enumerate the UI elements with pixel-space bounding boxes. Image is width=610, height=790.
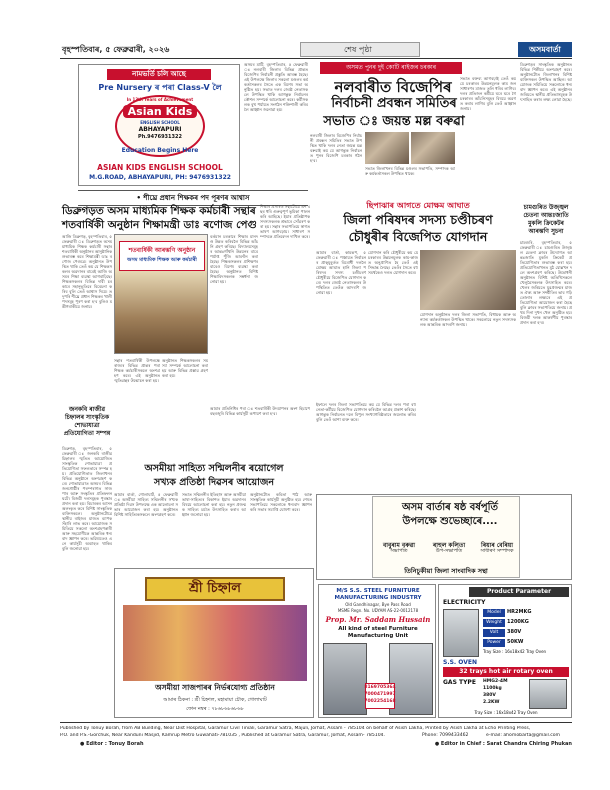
school-ad-arc-top: In 13th Years of Achievement	[126, 97, 194, 102]
greeting-p1-role: সভাপতি	[390, 548, 408, 554]
product-gas-weight: 1100kg	[483, 686, 502, 691]
product-title: Product Parameter	[469, 587, 569, 597]
product-volt-label: Volt	[483, 629, 505, 637]
product-weight-val: 1200KG	[507, 619, 529, 625]
footer-editor: ● Editor : Tonuy Borah	[80, 741, 144, 747]
product-oven-1	[443, 609, 479, 657]
main-story-col-5: শিক্ষাৰ প্ৰসাৰত সন্থাটোৱে এশ বছৰ ধৰি গুৰুত্বপূৰ্ণ ভূমিকা পালন কৰি আহিছে। ইয়াৰ প্ৰতিষ্ঠাপক সদস্যসকলক শ্ৰদ্ধাৰে সোঁৱৰণ কৰা হয়। সন্থাৰ সভাপতিয়ে স্বাগত ভাষণ আগবঢ়ায়। সাধাৰণ সম্পাদকে প্ৰতিবেদন দাখিল কৰে।	[260, 204, 310, 239]
main-story-col-2: সন্থাৰ শতবাৰ্ষিকী উপলক্ষে ৰাজ্যৰ বিভিন্ন প্ৰান্তৰ পৰা শিক্ষক কৰ্মচাৰীসকলে অংশগ্ৰহণ কৰে। এই অনুষ্ঠানত স্মৃতিগ্ৰন্থৰ উন্মোচন কৰা হয়।	[114, 358, 160, 383]
zila-col-3: যোগদান অনুষ্ঠানত দলৰ জিলা সভাপতি, বিধায়ক আৰু অন্যান্য কৰ্মকৰ্তাসকল উপস্থিত থাকে। সকলোৱে নতুন সদস্যসকলক আন্তৰিক আদৰণি জনায়।	[420, 312, 516, 327]
header-page-label: শেষ পৃষ্ঠা	[344, 45, 372, 54]
side-head: জনকবি ৰ‌াজীৱ চিহ্নালৰ সাংস্কৃতিক শোভাযাত্ৰা প্ৰতিযোগিতা সম্পন্ন	[63, 406, 111, 437]
product-banner: 32 trays hot air rotary oven	[443, 667, 569, 677]
header-date: বৃহস্পতিবাৰ, ৫ ফেব্ৰুৱাৰী, ২০২৬	[62, 45, 170, 54]
school-ad-address: M.G.ROAD, ABHAYAPURI, PH: 9476931322	[89, 174, 231, 181]
top-story-photo-2	[411, 132, 455, 164]
greeting-p1-name: বাবুৰাম বৰুৱা	[382, 542, 416, 549]
small-head: • শীঘ্ৰে প্ৰধান শিক্ষকৰ পদ পূৰণৰ আশ্বাস	[78, 190, 308, 206]
school-ad-classes: Pre Nursery ৰ পৰা Class-V লৈ	[98, 83, 222, 92]
furniture-address: Old Gandhinagar, Bye Pass Road	[345, 602, 411, 607]
main-story-photo	[114, 234, 208, 354]
greeting-p3-role: সাধাৰণ সম্পাদক	[480, 548, 514, 554]
sahitya-col-2: সভাত সন্মিলনীৰ ইতিহাস আৰু অসমীয়া ভাষা-সাহিত্যৰ বিকাশত ইয়াৰ অৱদানৰ বিষয়ে আলোচনা কৰা হয়। নতুন প্ৰজন্মক সাহিত্য চৰ্চাত উৎসাহিত কৰাৰ আহ্বান জনোৱা হয়।	[182, 492, 246, 517]
school-place: ABHAYAPURI	[138, 126, 182, 133]
top-story-title-1: নলবাৰীত বিজেপিৰ	[334, 78, 452, 96]
zila-kicker: ছিপাঝাৰ আগতে মোক্ষম আঘাত	[366, 201, 470, 210]
col-text-a: অসমৰ মাটি, বৃহস্পতিবাৰ, ৫ ফেব্ৰুৱাৰী ঃ নলবাৰী জিলাৰ বিভিন্ন প্ৰান্তত বিজেপিৰ নিৰ্বাচনী প্ৰস্তুতি আৰম্ভ হৈছে। এই উপলক্ষে জিলাৰ সকলো মণ্ডলৰ কৰ্মকৰ্তাসকলৰ সৈতে এক বিশেষ সভা অনুষ্ঠিত হয়। সভাত দলৰ জ্যেষ্ঠ নেতাসকলে উপস্থিত থাকি আগন্তুক নিৰ্বাচনৰ কৌশল সম্পৰ্কে আলোচনা কৰে। কৰ্মীসকলক বুথ পৰ্যায়ত সংগঠন শক্তিশালী কৰিবলৈ আহ্বান জনোৱা হয়।	[244, 62, 308, 112]
school-ad-arc-bottom: Education Begins Here	[121, 147, 199, 154]
product-volt-val: 380V	[507, 629, 522, 635]
greeting-p3-name: ৰিয়াৰ বেৰিয়া	[481, 542, 513, 549]
product-model-label: Model	[483, 609, 505, 617]
sahitya-col-1: আমাৰ বাৰ্তা, গোলাঘাট, ৫ ফেব্ৰুৱাৰী ঃ অসমীয়া সাহিত্য সন্মিলনীৰ সখ্যক প্ৰতিষ্ঠা দিৱস উপলক্ষে এক আলোচনা সভাৰ আয়োজন কৰা হয়। অনুষ্ঠানত বিশিষ্ট সাহিত্যিকসকলে অংশগ্ৰহণ কৰে।	[114, 492, 178, 517]
greeting-title-1: অসম বাৰ্তাৰ ষষ্ঠ বৰ্ষপূৰ্তি	[401, 502, 499, 513]
main-story-title-2: শতবাৰ্ষিকী অনুষ্ঠান শিক্ষামন্ত্ৰী ডাঃ ৰণোজ পেগু	[62, 219, 257, 231]
banner-text-2: অসম মাধ্যমিক শিক্ষক আৰু কৰ্মচাৰী	[127, 257, 197, 263]
product-gas: GAS TYPE	[443, 679, 476, 686]
furniture-prop: Prop. Mr. Saddam Hussain	[325, 615, 431, 624]
furniture-company-2: MANUFACTURING INDUSTRY	[334, 595, 422, 601]
top-story-body-3: সভাত বক্তব্য আগবঢ়াই তেওঁ কয় যে চৰকাৰৰ উন্নয়নমূলক কাম জনসাধাৰণৰ মাজত তুলি ধৰিব লাগিব। দলৰ প্ৰতিজন কৰ্মীয়ে ঘৰে ঘৰে গৈ চৰকাৰৰ আঁচনিসমূহৰ বিষয়ে অৱগত কৰাব লাগিব বুলি তেওঁ আহ্বান জনায়।	[460, 76, 516, 111]
zila-title-2: চৌধুৰীৰ বিজেপিত যোগদান	[348, 229, 488, 244]
right-col-text-a: ডিব্ৰুগড়ৰ সাংস্কৃতিক অনুষ্ঠানত বিভিন্ন শিল্পীয়ে অংশগ্ৰহণ কৰে। অনুষ্ঠানটোত জিলাখনৰ বিশিষ্ট ব্যক্তিসকল উপস্থিত আছিল। আয়োজক সমিতিয়ে সকলোকে ধন্যবাদ জ্ঞাপন কৰে। এই অনুষ্ঠানৰ জৰিয়তে স্থানীয় প্ৰতিভাসমূহক উৎসাহিত কৰাৰ লক্ষ্য লোৱা হৈছে।	[520, 62, 572, 102]
school-ad	[78, 64, 240, 186]
header-logo: অসমবাৰ্তা	[518, 42, 572, 57]
product-brand: S.S. OVEN	[443, 659, 477, 666]
furniture-tagline: All kind of steel Furniture	[338, 626, 418, 632]
product-gas-model: HMG2-4M	[483, 679, 508, 684]
footer-rule	[60, 722, 572, 723]
top-story-body-2: সভাত জিলাখনৰ বিভিন্ন মণ্ডলৰ সভাপতি, সম্পাদক আৰু কৰ্মকৰ্তাসকল উপস্থিত থাকে।	[365, 166, 455, 176]
greeting-footer: তিনিচুকীয়া জিলা সাংবাদিক সন্থা	[404, 567, 488, 575]
school-logo-sub: ENGLISH SCHOOL	[140, 120, 180, 125]
furniture-phone-2: 7000471997	[364, 692, 396, 697]
header-rule	[60, 58, 572, 59]
shop-photo	[123, 605, 307, 681]
product-power-val: 50KW	[507, 639, 524, 645]
top-story-title-2: নিৰ্বাচনী প্ৰবন্ধন সমিতিৰ	[331, 96, 457, 111]
zila-col-1: আমাৰ বাৰ্তা, কামৰূপ, ৫ ফেব্ৰুৱাৰী ঃ পঞ্চায়ত নিৰ্বাচনৰ প্ৰাক্‌মুহূৰ্তত বিৰোধী দললৈ মোক্ষম আঘাত হানি জিলা পৰিষদৰ সদস্য চণ্ডীচৰণ চৌধুৰীয়ে বিজেপিত যোগদান কৰে। দলৰ জ্যেষ্ঠ নেতাসকলৰ উপস্থিতিত তেওঁক আদৰণি জনোৱা হয়।	[316, 250, 366, 295]
footer-chief: ● Editor in Chief : Sarat Chandra Chiring Phukan	[434, 741, 572, 747]
product-tray-1: Tray Size : 16x18x42 Tray Oven	[483, 649, 547, 654]
zila-col-4: ইফালে দলৰ জিলা সভাপতিয়ে কয় যে বিভিন্ন দলৰ পৰা বহু নেতা-কৰ্মীয়ে বিজেপিত যোগদান কৰিবলৈ আগ্ৰহ প্ৰকাশ কৰিছে। আগন্তুক নিৰ্বাচনত দলে বিপুল সংখ্যাগৰিষ্ঠতাৰে জয়লাভ কৰিব বুলি তেওঁ আশা ব্যক্ত কৰে।	[316, 402, 416, 422]
shop-ad	[114, 568, 314, 718]
product-weight-label: Weight	[483, 619, 505, 627]
zila-photo	[420, 250, 516, 310]
shop-name-board: শ্ৰী চিহ্নাল	[145, 577, 285, 601]
furniture-ad	[318, 584, 436, 718]
shop-caption: অসমীয়া সাজপাৰৰ নিৰ্ভৰযোগ্য প্ৰতিষ্ঠান	[155, 683, 275, 692]
main-story-col-1: আজি ডিব্ৰুগড়, বৃহস্পতিবাৰ, ৫ ফেব্ৰুৱাৰী ঃ ডিব্ৰুগড়ত অসম মাধ্যমিক শিক্ষক কৰ্মচাৰী সন্থাৰ শতবাৰ্ষিকী অনুষ্ঠানৰ আনুষ্ঠানিক শুভাৰম্ভ কৰে শিক্ষামন্ত্ৰী ডাঃ ৰণোজ পেগুৱে। অনুষ্ঠানত উপস্থিত থাকি তেওঁ কয় যে শিক্ষকসকলৰ অৱদানৰ বাবেই আজি অসমৰ শিক্ষা ব্যৱস্থা আগবাঢ়িছে। শিক্ষকসকলৰ বিভিন্ন দাবী চৰকাৰে সহানুভূতিৰে বিবেচনা কৰিব বুলি তেওঁ আশ্বাস দিয়ে। তদুপৰি শীঘ্ৰে প্ৰধান শিক্ষকৰ খালী পদসমূহ পূৰণ কৰা হ'ব বুলিও মন্ত্ৰীগৰাকীয়ে জনায়।	[62, 234, 112, 309]
side-col-text: ডিব্ৰুগড়, বৃহস্পতিবাৰ, ৫ ফেব্ৰুৱাৰী ঃ জনকবি ৰাজীৱ চিহ্নালৰ স্মৃতিত আয়োজিত সাংস্কৃতিক শোভাযাত্ৰা প্ৰতিযোগিতা সফলতাৰে সম্পন্ন হয়। প্ৰতিযোগিতাত জিলাখনৰ বিভিন্ন অনুষ্ঠানে অংশগ্ৰহণ কৰে। শোভাযাত্ৰাত অসমৰ বিভিন্ন জনগোষ্ঠীৰ পৰম্পৰাগত সাজপাৰ আৰু সংস্কৃতিৰ প্ৰতিফলন ঘটে। বিজয়ী দলসমূহক পুৰস্কাৰ প্ৰদান কৰা হয়। বিচাৰকৰ আসন অলংকৃত কৰে বিশিষ্ট সাংস্কৃতিক ব্যক্তিসকলে। অনুষ্ঠানটোৱে স্থানীয় ৰাইজৰ মাজত ব্যাপক সঁহাৰি লাভ কৰে। আয়োজক সমিতিয়ে সকলো অংশগ্ৰহণকাৰী আৰু সহযোগীকে আন্তৰিক ধন্যবাদ জ্ঞাপন কৰে। ভৱিষ্যতেও এনে কাৰ্যসূচী অব্যাহত থাকিব বুলি জনোৱা হয়।	[62, 446, 112, 551]
greeting-title-2: উপলক্ষে শুভেচ্ছাৰে....	[402, 516, 498, 527]
right-col-head: চামগুৰিত উজ্জ্বল চেতনা আন্তঃজাতি মুকলি ক্ৰিকেটৰ আৰম্ভণি সুচনা	[523, 204, 569, 235]
main-story-col-4: বৰ্তমান চৰকাৰে শিক্ষাৰ মানদণ্ড উন্নত কৰিবলৈ বিভিন্ন আঁচনি গ্ৰহণ কৰিছে। বিদ্যালয়সমূহৰ আন্তঃগাঁথনি উন্নয়নৰ বাবে পৰ্যাপ্ত পুঁজি আবণ্টন কৰা হৈছে। শিক্ষকসকলৰ প্ৰশিক্ষণৰ বাবেও বিশেষ ব্যৱস্থা কৰা হৈছে। অনুষ্ঠানত বিশিষ্ট শিক্ষাবিদসকলক সম্বৰ্ধনা জনোৱা হয়।	[210, 234, 258, 284]
furniture-company: M/S S.S. STEEL FURNITURE	[336, 588, 420, 594]
top-story-photo-1	[365, 132, 409, 164]
product-ad	[438, 584, 572, 718]
greeting-p2-role: উপ-সভাপতি	[435, 548, 463, 554]
right-col-text-b: চামগুৰি, বৃহস্পতিবাৰ, ৫ ফেব্ৰুৱাৰী ঃ চামগুৰিত উজ্জ্বল চেতনা ক্লাবৰ উদ্যোগত আন্তঃজাতি মুকলি ক্ৰিকেট প্ৰতিযোগিতাৰ শুভাৰম্ভ কৰা হয়। প্ৰতিযোগিতাখনত মুঠ যোল্লখন দলে অংশগ্ৰহণ কৰিছে। উদ্বোধনী অনুষ্ঠানত বিশিষ্ট অতিথিসকলে খেলুৱৈসকলক উৎসাহিত কৰে। খেলৰ জৰিয়তে যুৱপ্ৰজন্মৰ মাজত ঐক্য আৰু সম্প্ৰীতিৰ ভাব গঢ়ি তোলাৰ লক্ষ্যৰে এই প্ৰতিযোগিতা আয়োজন কৰা হৈছে বুলি ক্লাবৰ সভাপতিয়ে জনায়। প্ৰথম দিনা দুখন খেল অনুষ্ঠিত হয়। বিজয়ী দলক আকৰ্ষণীয় পুৰস্কাৰ প্ৰদান কৰা হ'ব।	[520, 240, 572, 325]
school-ad-name: ASIAN KIDS ENGLISH SCHOOL	[97, 163, 223, 172]
top-story-title-3: সভাত ঃ জয়ন্ত মল্ল বৰুৱা	[323, 114, 465, 129]
product-power-label: Power	[483, 639, 505, 647]
furniture-phone-3: 7002254168	[364, 699, 396, 704]
zila-title-1: জিলা পৰিষদৰ সদস্য চণ্ডীচৰণ	[343, 212, 493, 227]
furniture-tagline-2: Manufacturing Unit	[347, 633, 409, 639]
sahitya-title-1: অসমীয়া সাহিত্য সন্মিলনীৰ ৰয়োগেল	[144, 463, 284, 474]
main-story-title-1: ডিব্ৰুগড়ত অসম মাধ্যমিক শিক্ষক কৰ্মচাৰী সন্থাৰ	[62, 205, 256, 217]
furniture-msme: MSME Regn. No. UDYAM AS-22-0012178	[337, 608, 419, 613]
top-story-body-1: নলবাৰী জিলাৰ বিজেপিৰ নিৰ্বাচনী প্ৰবন্ধন সমিতিৰ সভাত উপস্থিত থাকি দলৰ নেতা জয়ন্ত মল্ল বৰুৱাই কয় যে আগন্তুক নিৰ্বাচনত পুনৰ বিজেপি চৰকাৰ গঠন হ'ব।	[310, 133, 362, 163]
product-tray-2: Tray Size : 16x18x42 Tray Oven	[474, 710, 538, 715]
furniture-phone-1: 8169705364	[364, 685, 396, 690]
footer-line-2: P.O. and P.S.-Gorchuk, Near Kanduni Masjid, Kamrup Metro Guwahati-781035 , Published at Garamur Satra, Garamur, Jorhat, Assam- 785104.	[60, 733, 386, 738]
footer-email: e-mail: ahomobarta@gmail.com	[486, 733, 561, 738]
shop-phone: ফোন নম্বৰ : ৭৮৬৮৬৮৬৮৬৮	[186, 706, 244, 712]
footer-line-1: Published by Tonuy Borah, from AB Building, Near Dist Hospital, Garamur Civil Tiniali, Garamur Satra, Majuli, Jorhat, Assam - 785104 on behalf of Asish Lakha, Printed by Asish Lakha at Echo Printing Press,	[60, 726, 531, 731]
product-oven-2	[529, 679, 567, 709]
school-phone: Ph.9476931322	[138, 134, 182, 140]
product-model-val: HR2MKG	[507, 609, 532, 615]
school-ad-banner: নামভৰ্তি চলি আছে	[107, 69, 211, 80]
greeting-p2-name: ৰাহুল কলিতা	[432, 542, 466, 549]
furniture-photo-2	[389, 643, 433, 715]
main-story-col-6: আমাৰ প্ৰতিনিধিৰ পৰা ঃ শতবাৰ্ষিকী উদযাপনৰ অংশ হিচাপে বছৰজুৰি বিভিন্ন কাৰ্যসূচী ৰূপায়ণ কৰা হ'ব।	[210, 406, 310, 416]
sahitya-col-3: অনুষ্ঠানটোত কবিতা পাঠ আৰু সাংস্কৃতিক কাৰ্যসূচী অনুষ্ঠিত হয়। শেষত সভাপতিয়ে সকলোকে ধন্যবাদ জ্ঞাপন কৰি সভাৰ সমাপ্তি ঘোষণা কৰে।	[250, 492, 312, 512]
top-story-kicker: অসমত পুনৰ দুই কোটি ৰাইজৰ চৰকাৰ	[320, 62, 462, 74]
school-logo-name: Asian Kids	[123, 105, 197, 118]
product-gas-power: 2.2KW	[483, 700, 500, 705]
greeting-wide	[316, 494, 572, 580]
zila-col-2: যোগদান কৰি চৌধুৰীয়ে কয় যে চৰকাৰৰ উন্নয়নমূলক কাম-কাজত অনুপ্ৰাণিত হৈ তেওঁ এই সিদ্ধান্ত লৈছে। তেওঁৰ সৈতে বহু সমৰ্থকেও দলত যোগদান কৰে।	[368, 250, 418, 275]
main-story-col-3: অনুষ্ঠানত শিক্ষকসকলৰ সমস্যা সম্পৰ্কে আলোচনা কৰা হয় আৰু বিভিন্ন প্ৰস্তাৱ গ্ৰহণ কৰা হয়।	[162, 358, 208, 378]
shop-address: আমাৰ ঠিকনা : শ্ৰী চিহ্নাল, মহামায়া চৌক, গোলাঘাট	[163, 697, 267, 703]
product-gas-volt: 380V	[483, 693, 496, 698]
page-header	[60, 42, 572, 58]
sahitya-title-2: সখ্যক প্ৰতিষ্ঠা দিৱসৰ আয়োজন	[153, 477, 275, 488]
product-elec: ELECTRICITY	[443, 599, 486, 606]
furniture-photo-1	[323, 643, 367, 715]
banner-text: শতবাৰ্ষিকী আৰম্ভণি অনুষ্ঠান	[128, 247, 196, 254]
footer-phone: Phone: 7099433462	[422, 733, 469, 738]
